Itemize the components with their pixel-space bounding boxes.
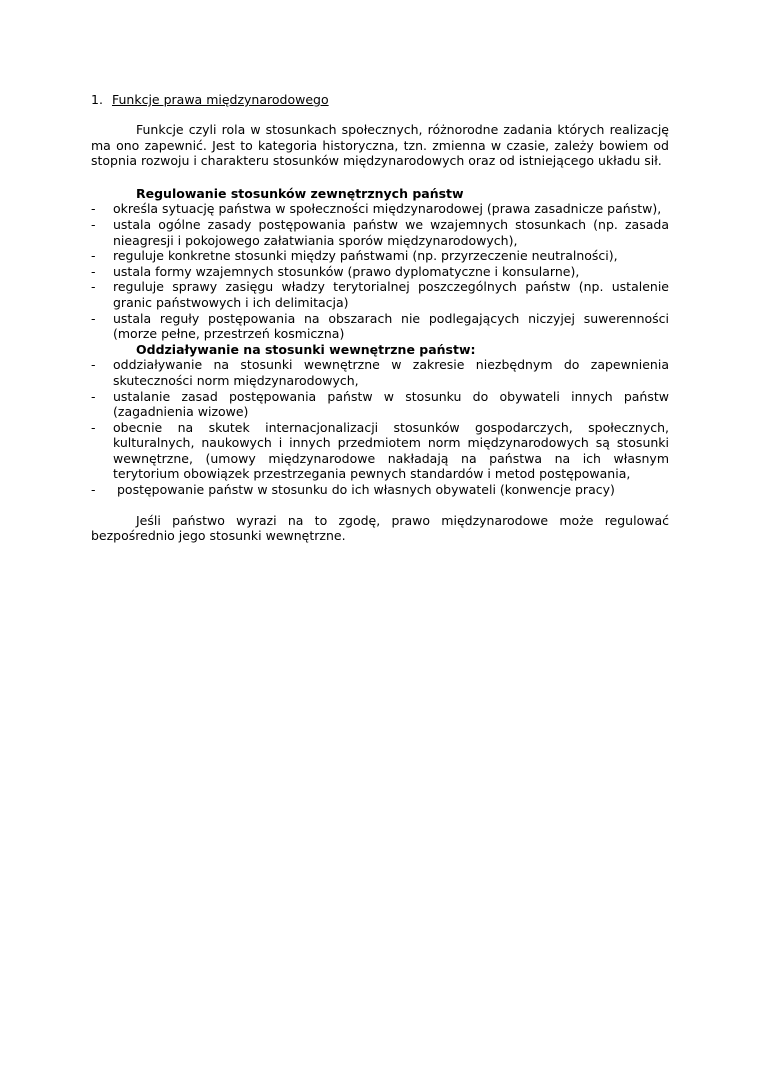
heading-title: Funkcje prawa międzynarodowego: [112, 92, 329, 107]
document-page: [91, 92, 669, 544]
list-item: - reguluje konkretne stosunki między państwami (np. przyrzeczenie neutralności),: [91, 248, 618, 264]
dash-bullet: -: [91, 357, 96, 373]
list-item: - ustala reguły postępowania na obszarach nie podlegających niczyjej suwerenności (morze pełne, przestrzeń kosmiczna): [91, 310, 669, 342]
dash-bullet: -: [91, 201, 96, 217]
subheading-external: Regulowanie stosunków zewnętrznych państw: [136, 185, 464, 201]
list-item: - oddziaływanie na stosunki wewnętrzne w zakresie niezbędnym do zapewnienia skuteczności norm międzynarodowych,: [91, 357, 669, 388]
dash-bullet: -: [91, 388, 96, 404]
subheading-internal: Oddziaływanie na stosunki wewnętrzne państw:: [136, 341, 476, 357]
section-heading: [91, 92, 669, 108]
list-item: - ustalanie zasad postępowania państw w stosunku do obywateli innych państw (zagadnienia wizowe): [91, 388, 669, 420]
dash-bullet: -: [91, 310, 96, 326]
closing-paragraph: Jeśli państwo wyrazi na to zgodę, prawo międzynarodowe może regulować bezpośrednio jego stosunki wewnętrzne.: [91, 512, 669, 544]
dash-bullet: -: [91, 216, 96, 232]
list-item: - reguluje sprawy zasięgu władzy terytorialnej poszczególnych państw (np. ustalenie granic państwowych i ich delimitacja): [91, 279, 669, 310]
intro-paragraph: Funkcje czyli rola w stosunkach społecznych, różnorodne zadania których realizację ma ono zapewnić. Jest to kategoria historyczna, tzn. zmienna w czasie, zależy bowiem od stopnia rozwoju i charakteru stosunków międzynarodowych oraz od istniejącego układu sił.: [91, 122, 669, 169]
dash-bullet: -: [91, 419, 96, 435]
dash-bullet: -: [91, 279, 96, 295]
dash-bullet: -: [91, 248, 96, 264]
list-item: - ustala formy wzajemnych stosunków (prawo dyplomatyczne i konsularne),: [91, 263, 580, 279]
external-functions-list: [91, 201, 669, 341]
list-item: - ustala ogólne zasady postępowania państw we wzajemnych stosunkach (np. zasada nieagresji i pokojowego załatwiania sporów międzynarodowych),: [91, 216, 669, 248]
list-item: - obecnie na skutek internacjonalizacji stosunków gospodarczych, społecznych, kulturalnych, naukowych i innych przedmiotem norm międzynarodowych są stosunki wewnętrzne, (umowy międzynarodowe nakładają na państwa na ich własnym terytorium obowiązek przestrzegania pewnych standardów i metod postępowania,: [91, 419, 669, 482]
heading-number: 1.: [91, 92, 103, 107]
list-item: - postępowanie państw w stosunku do ich własnych obywateli (konwencje pracy): [91, 482, 615, 498]
dash-bullet: -: [91, 482, 96, 498]
internal-functions-list: [91, 357, 669, 497]
list-item: - określa sytuację państwa w społeczności międzynarodowej (prawa zasadnicze państw),: [91, 201, 662, 217]
dash-bullet: -: [91, 263, 96, 279]
